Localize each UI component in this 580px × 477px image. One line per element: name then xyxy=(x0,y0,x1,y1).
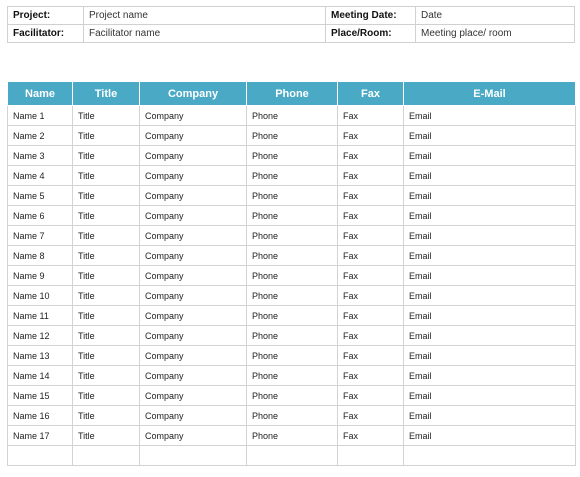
cell-phone[interactable]: Phone xyxy=(247,366,338,386)
cell-name[interactable]: Name 10 xyxy=(8,286,73,306)
cell-email[interactable]: Email xyxy=(404,246,576,266)
cell-fax[interactable]: Fax xyxy=(338,226,404,246)
table-row xyxy=(8,446,576,466)
cell-phone[interactable]: Phone xyxy=(247,306,338,326)
cell-phone[interactable]: Phone xyxy=(247,426,338,446)
cell-phone[interactable]: Phone xyxy=(247,106,338,126)
cell-title[interactable]: Title xyxy=(73,306,140,326)
cell-fax[interactable]: Fax xyxy=(338,426,404,446)
cell-phone[interactable]: Phone xyxy=(247,386,338,406)
cell-name[interactable]: Name 7 xyxy=(8,226,73,246)
table-row xyxy=(8,266,576,286)
table-row xyxy=(8,406,576,426)
cell-company[interactable]: Company xyxy=(140,266,247,286)
column-header-company: Company xyxy=(140,82,247,106)
table-row xyxy=(8,306,576,326)
cell-email[interactable]: Email xyxy=(404,106,576,126)
table-row xyxy=(8,206,576,226)
cell-name[interactable]: Name 15 xyxy=(8,386,73,406)
cell-title[interactable]: Title xyxy=(73,406,140,426)
place-value[interactable]: Meeting place/ room xyxy=(416,25,575,43)
cell-company[interactable]: Company xyxy=(140,146,247,166)
table-row xyxy=(8,146,576,166)
cell-phone[interactable]: Phone xyxy=(247,126,338,146)
cell-phone[interactable]: Phone xyxy=(247,166,338,186)
cell-company[interactable]: Company xyxy=(140,346,247,366)
cell-company[interactable]: Company xyxy=(140,246,247,266)
cell-name[interactable]: Name 1 xyxy=(8,106,73,126)
column-header-email: E-Mail xyxy=(404,82,576,106)
cell-name[interactable]: Name 5 xyxy=(8,186,73,206)
column-header-title: Title xyxy=(73,82,140,106)
table-row xyxy=(8,366,576,386)
cell-phone[interactable]: Phone xyxy=(247,346,338,366)
table-row xyxy=(8,346,576,366)
attendee-table-header xyxy=(8,82,576,106)
cell-name[interactable]: Name 14 xyxy=(8,366,73,386)
cell-fax[interactable]: Fax xyxy=(338,366,404,386)
cell-company[interactable]: Company xyxy=(140,186,247,206)
cell-fax[interactable]: Fax xyxy=(338,166,404,186)
cell-fax[interactable] xyxy=(338,446,404,466)
place-label: Place/Room: xyxy=(326,25,416,43)
cell-email[interactable] xyxy=(404,446,576,466)
cell-title[interactable]: Title xyxy=(73,326,140,346)
cell-email[interactable]: Email xyxy=(404,366,576,386)
cell-phone[interactable]: Phone xyxy=(247,146,338,166)
cell-email[interactable]: Email xyxy=(404,226,576,246)
cell-company[interactable]: Company xyxy=(140,326,247,346)
project-label: Project: xyxy=(8,7,84,25)
cell-company[interactable]: Company xyxy=(140,426,247,446)
column-header-fax: Fax xyxy=(338,82,404,106)
cell-title[interactable]: Title xyxy=(73,386,140,406)
table-row xyxy=(8,166,576,186)
cell-fax[interactable]: Fax xyxy=(338,206,404,226)
table-row xyxy=(8,106,576,126)
table-row xyxy=(8,326,576,346)
cell-email[interactable]: Email xyxy=(404,426,576,446)
cell-phone[interactable]: Phone xyxy=(247,286,338,306)
cell-name[interactable] xyxy=(8,446,73,466)
facilitator-label: Facilitator: xyxy=(8,25,84,43)
cell-email[interactable]: Email xyxy=(404,266,576,286)
cell-name[interactable]: Name 8 xyxy=(8,246,73,266)
cell-company[interactable]: Company xyxy=(140,206,247,226)
cell-phone[interactable]: Phone xyxy=(247,406,338,426)
meeting-date-label: Meeting Date: xyxy=(326,7,416,25)
cell-company[interactable]: Company xyxy=(140,286,247,306)
project-value[interactable]: Project name xyxy=(84,7,326,25)
cell-title[interactable]: Title xyxy=(73,286,140,306)
cell-company[interactable]: Company xyxy=(140,406,247,426)
cell-email[interactable]: Email xyxy=(404,306,576,326)
cell-fax[interactable]: Fax xyxy=(338,346,404,366)
cell-email[interactable]: Email xyxy=(404,326,576,346)
cell-email[interactable]: Email xyxy=(404,166,576,186)
cell-title[interactable]: Title xyxy=(73,106,140,126)
cell-email[interactable]: Email xyxy=(404,386,576,406)
cell-fax[interactable]: Fax xyxy=(338,266,404,286)
cell-title[interactable]: Title xyxy=(73,166,140,186)
cell-fax[interactable]: Fax xyxy=(338,246,404,266)
cell-company[interactable]: Company xyxy=(140,166,247,186)
cell-phone[interactable]: Phone xyxy=(247,266,338,286)
cell-company[interactable]: Company xyxy=(140,386,247,406)
table-row xyxy=(8,246,576,266)
cell-company[interactable] xyxy=(140,446,247,466)
cell-email[interactable]: Email xyxy=(404,146,576,166)
cell-company[interactable]: Company xyxy=(140,226,247,246)
cell-name[interactable]: Name 13 xyxy=(8,346,73,366)
cell-phone[interactable]: Phone xyxy=(247,326,338,346)
cell-fax[interactable]: Fax xyxy=(338,186,404,206)
cell-company[interactable]: Company xyxy=(140,306,247,326)
meeting-info-table xyxy=(7,6,575,43)
cell-fax[interactable]: Fax xyxy=(338,406,404,426)
cell-title[interactable]: Title xyxy=(73,246,140,266)
cell-name[interactable]: Name 11 xyxy=(8,306,73,326)
cell-title[interactable] xyxy=(73,446,140,466)
meeting-info-row-1 xyxy=(8,7,575,25)
cell-email[interactable]: Email xyxy=(404,406,576,426)
attendee-table-body xyxy=(8,106,576,466)
cell-name[interactable]: Name 16 xyxy=(8,406,73,426)
cell-phone[interactable] xyxy=(247,446,338,466)
cell-name[interactable]: Name 6 xyxy=(8,206,73,226)
cell-title[interactable]: Title xyxy=(73,126,140,146)
facilitator-value[interactable]: Facilitator name xyxy=(84,25,326,43)
cell-title[interactable]: Title xyxy=(73,226,140,246)
cell-fax[interactable]: Fax xyxy=(338,126,404,146)
cell-company[interactable]: Company xyxy=(140,366,247,386)
cell-title[interactable]: Title xyxy=(73,186,140,206)
cell-fax[interactable]: Fax xyxy=(338,146,404,166)
cell-title[interactable]: Title xyxy=(73,426,140,446)
attendee-table xyxy=(7,81,576,466)
cell-fax[interactable]: Fax xyxy=(338,286,404,306)
cell-fax[interactable]: Fax xyxy=(338,106,404,126)
cell-phone[interactable]: Phone xyxy=(247,226,338,246)
cell-phone[interactable]: Phone xyxy=(247,186,338,206)
cell-title[interactable]: Title xyxy=(73,366,140,386)
table-row xyxy=(8,426,576,446)
cell-name[interactable]: Name 3 xyxy=(8,146,73,166)
cell-title[interactable]: Title xyxy=(73,206,140,226)
meeting-info-row-2 xyxy=(8,25,575,43)
cell-email[interactable]: Email xyxy=(404,286,576,306)
cell-fax[interactable]: Fax xyxy=(338,386,404,406)
cell-company[interactable]: Company xyxy=(140,106,247,126)
table-row xyxy=(8,186,576,206)
cell-name[interactable]: Name 9 xyxy=(8,266,73,286)
column-header-name: Name xyxy=(8,82,73,106)
cell-fax[interactable]: Fax xyxy=(338,326,404,346)
cell-email[interactable]: Email xyxy=(404,346,576,366)
cell-phone[interactable]: Phone xyxy=(247,246,338,266)
cell-name[interactable]: Name 17 xyxy=(8,426,73,446)
cell-title[interactable]: Title xyxy=(73,346,140,366)
cell-email[interactable]: Email xyxy=(404,186,576,206)
meeting-date-value[interactable]: Date xyxy=(416,7,575,25)
cell-fax[interactable]: Fax xyxy=(338,306,404,326)
table-row xyxy=(8,226,576,246)
table-row xyxy=(8,126,576,146)
cell-name[interactable]: Name 4 xyxy=(8,166,73,186)
cell-name[interactable]: Name 2 xyxy=(8,126,73,146)
cell-title[interactable]: Title xyxy=(73,266,140,286)
cell-phone[interactable]: Phone xyxy=(247,206,338,226)
cell-email[interactable]: Email xyxy=(404,206,576,226)
table-row xyxy=(8,286,576,306)
column-header-phone: Phone xyxy=(247,82,338,106)
cell-name[interactable]: Name 12 xyxy=(8,326,73,346)
cell-company[interactable]: Company xyxy=(140,126,247,146)
table-row xyxy=(8,386,576,406)
cell-email[interactable]: Email xyxy=(404,126,576,146)
cell-title[interactable]: Title xyxy=(73,146,140,166)
